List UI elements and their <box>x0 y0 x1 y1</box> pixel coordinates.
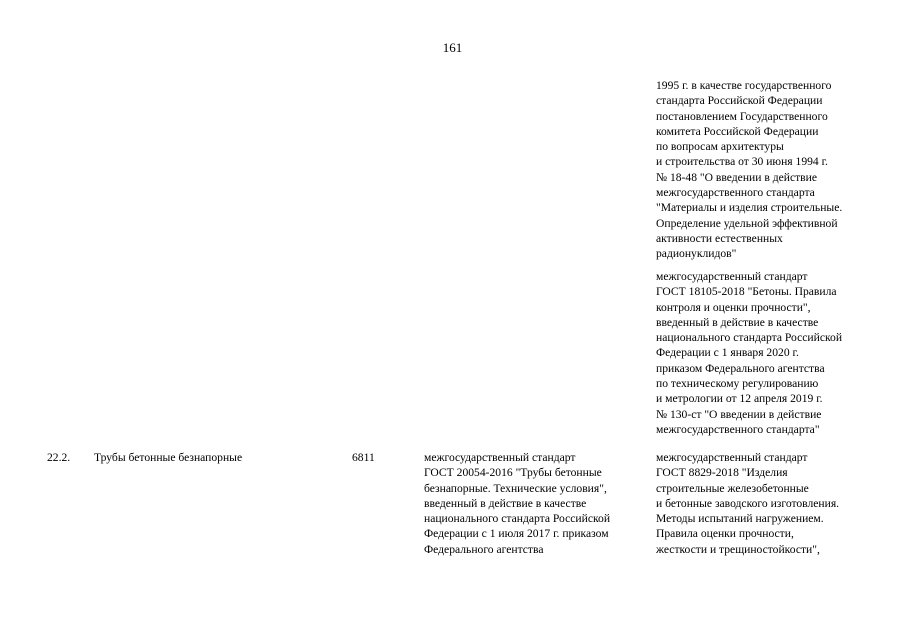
product-code: 6811 <box>352 451 375 464</box>
product-standard: межгосударственный стандарт ГОСТ 20054-2016 "Трубы бетонные безнапорные. Технические условия", введенный в действие в качестве национального стандарта Российской Федерации с 1 июля 2017 г. приказом Федерального агентства <box>424 451 611 556</box>
row-number: 22.2. <box>47 451 71 464</box>
product-name: Трубы бетонные безнапорные <box>94 451 243 464</box>
page-number: 161 <box>442 40 463 55</box>
continued-standard-gost-18105: межгосударственный стандарт ГОСТ 18105-2018 "Бетоны. Правила контроля и оценки прочности", введенный в действие в качестве национального стандарта Российской Федерации с 1 января 2020 г. приказом Федерального агентства по техническому регулированию и метрологии от 12 апреля 2019 г. № 130-ст "О введении в действие межгосударственного стандарта" <box>656 270 843 436</box>
test-standard: межгосударственный стандарт ГОСТ 8829-2018 "Изделия строительные железобетонные и бетонные заводского изготовления. Методы испытаний нагружением. Правила оценки прочности, жесткости и трещиностойкости", <box>656 451 840 556</box>
continued-standard-text: 1995 г. в качестве государственного стандарта Российской Федерации постановлением Государственного комитета Российской Федерации по вопросам архитектуры и строительства от 30 июня 1994 г. № 18-48 "О введении в действие межгосударственного стандарта "Материалы и изделия строительные. Определение удельной эффективной активности естественных радионуклидов" <box>656 79 843 261</box>
